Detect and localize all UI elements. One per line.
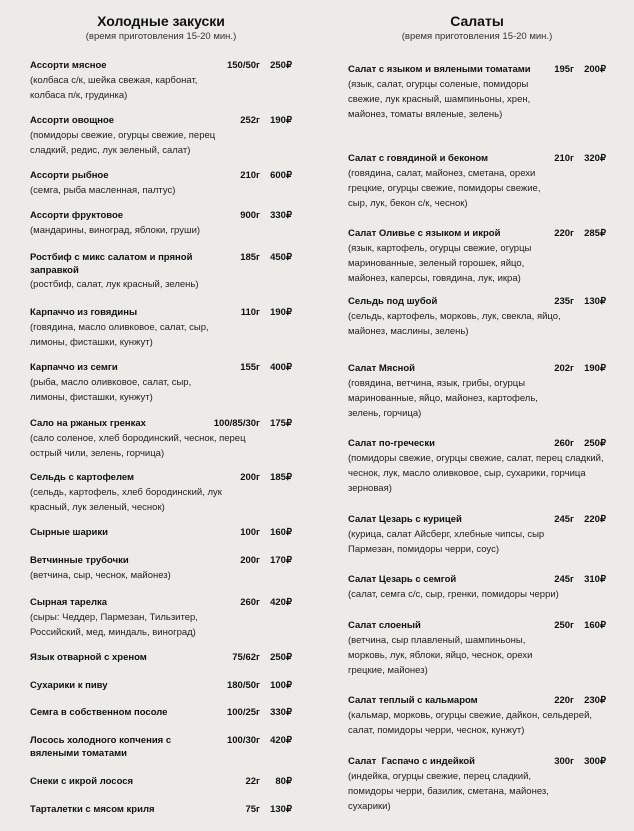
menu-item [348, 695, 606, 738]
item-description: (индейка, огурцы свежие, перец сладкий, помидоры черри, базилик, сметана, майонез, сухарики) [348, 770, 549, 812]
item-name: Семга в собственном посоле [30, 707, 168, 718]
item-description: (говядина, салат, майонез, сметана, орехи грецкие, огурцы свежие, помидоры свежие, сыр, лук, бекон с/к, чеснок) [348, 167, 541, 209]
item-weight: 100/30г [226, 735, 260, 746]
item-price: 330₽ [270, 707, 292, 718]
section-subtitle-cold-appetizers: (время приготовления 15-20 мин.) [85, 31, 237, 42]
item-name: Тарталетки с мясом криля [30, 804, 155, 815]
item-weight: 210г [240, 170, 260, 181]
item-weight: 110г [240, 307, 260, 318]
item-weight: 220г [554, 695, 574, 706]
item-weight: 900г [240, 210, 260, 221]
menu-item [30, 555, 292, 583]
item-name: Ассорти овощное [30, 115, 115, 126]
item-name: Ростбиф с микс салатом и пряной заправкой [30, 252, 193, 276]
item-price: 160₽ [584, 620, 606, 631]
item-weight: 260г [240, 597, 260, 608]
menu-item [30, 652, 292, 665]
item-name: Сырная тарелка [30, 597, 108, 608]
item-weight: 245г [554, 574, 574, 585]
item-description: (ветчина, сыр плавленый, шампиньоны, морковь, лук, яблоки, яйцо, чеснок, орехи грецкие, майонез) [348, 634, 533, 676]
item-price: 420₽ [270, 597, 292, 608]
menu-item [30, 60, 292, 103]
item-weight: 200г [240, 555, 260, 566]
menu-item [30, 472, 292, 515]
item-price: 190₽ [270, 307, 292, 318]
item-description: (мандарины, виноград, яблоки, груши) [30, 224, 201, 236]
item-description: (язык, картофель, огурцы свежие, огурцы маринованные, зеленый горошек, яйцо, майонез, каперсы, говядина, лук, икра) [348, 242, 532, 284]
item-weight: 185г [240, 252, 260, 263]
item-weight: 100г [240, 527, 260, 538]
item-name: Ассорти рыбное [30, 170, 109, 181]
item-name: Сало на ржаных гренках [30, 418, 146, 429]
menu-item [30, 418, 292, 461]
item-price: 200₽ [584, 64, 606, 75]
menu-item [348, 363, 606, 421]
item-weight: 180/50г [226, 680, 260, 691]
menu-item [348, 64, 606, 122]
item-name: Сельдь под шубой [348, 296, 438, 307]
menu-item [30, 527, 292, 540]
menu-item [348, 438, 606, 496]
item-price: 230₽ [584, 695, 606, 706]
menu-item [30, 707, 292, 720]
item-name: Карпаччо из говядины [30, 307, 138, 318]
item-name: Ассорти фруктовое [30, 210, 124, 221]
menu-item [348, 296, 606, 339]
item-weight: 245г [554, 514, 574, 525]
item-price: 185₽ [270, 472, 292, 483]
item-weight: 75г [245, 804, 260, 815]
menu-item [30, 115, 292, 158]
item-description: (рыба, масло оливковое, салат, сыр, лимоны, фисташки, кунжут) [30, 376, 192, 403]
menu-item [30, 680, 292, 693]
item-description: (сало соленое, хлеб бородинский, чеснок, перец острый чили, зелень, горчица) [30, 432, 246, 459]
item-name: Салат Цезарь с курицей [348, 514, 462, 525]
item-price: 310₽ [584, 574, 606, 585]
item-weight: 210г [554, 153, 574, 164]
item-price: 320₽ [584, 153, 606, 164]
item-description: (ветчина, сыр, чеснок, майонез) [30, 569, 171, 581]
item-weight: 150/50г [226, 60, 260, 71]
menu-item [30, 307, 292, 350]
menu-item [348, 574, 606, 602]
menu-item [30, 362, 292, 405]
item-weight: 202г [554, 363, 574, 374]
item-name: Салат теплый с кальмаром [348, 695, 478, 706]
menu-item [30, 735, 292, 760]
item-weight: 22г [245, 776, 260, 787]
item-price: 250₽ [270, 60, 292, 71]
item-name: Салат по-гречески [348, 438, 435, 449]
item-price: 190₽ [584, 363, 606, 374]
menu-item [30, 597, 292, 640]
item-description: (помидоры свежие, огурцы свежие, салат, перец сладкий, чеснок, лук, масло оливковое, сыр, сухарики, горчица зерновая) [348, 452, 604, 494]
item-price: 400₽ [270, 362, 292, 373]
item-price: 600₽ [270, 170, 292, 181]
item-description: (семга, рыба масленная, палтус) [30, 184, 176, 196]
item-price: 450₽ [270, 252, 292, 263]
item-weight: 250г [554, 620, 574, 631]
section-title-cold-appetizers: Холодные закуски [97, 13, 225, 29]
item-weight: 252г [240, 115, 260, 126]
menu-item [348, 514, 606, 557]
item-price: 80₽ [275, 776, 292, 787]
item-name: Сельдь с картофелем [30, 472, 135, 483]
item-description: (колбаса с/к, шейка свежая, карбонат, колбаса п/к, грудинка) [30, 74, 198, 101]
item-description: (язык, салат, огурцы соленые, помидоры свежие, лук красный, шампиньоны, хрен, майонез, томаты вяленые, зелень) [348, 78, 531, 120]
item-name: Лосось холодного копчения с вялеными томатами [30, 735, 172, 759]
item-description: (помидоры свежие, огурцы свежие, перец сладкий, редис, лук зеленый, салат) [30, 129, 216, 156]
section-title-salads: Салаты [450, 13, 504, 29]
item-weight: 260г [554, 438, 574, 449]
item-price: 250₽ [270, 652, 292, 663]
menu-item [30, 804, 292, 817]
item-name: Ветчинные трубочки [30, 555, 129, 566]
item-weight: 220г [554, 228, 574, 239]
item-price: 170₽ [270, 555, 292, 566]
item-price: 160₽ [270, 527, 292, 538]
item-price: 420₽ [270, 735, 292, 746]
item-price: 130₽ [270, 804, 292, 815]
item-name: Салат с говядиной и беконом [348, 153, 489, 164]
item-name: Карпаччо из семги [30, 362, 118, 373]
item-name: Салат Цезарь с семгой [348, 574, 457, 585]
item-price: 130₽ [584, 296, 606, 307]
menu-item [30, 252, 292, 292]
item-weight: 300г [554, 756, 574, 767]
menu-item [30, 210, 292, 238]
item-name: Снеки с икрой лосося [30, 776, 134, 787]
item-description: (сыры: Чеддер, Пармезан, Тильзитер, Российский, мед, миндаль, виноград) [30, 611, 198, 638]
menu-item [30, 170, 292, 198]
item-name: Салат Оливье с языком и икрой [348, 228, 501, 239]
menu-item [30, 776, 292, 789]
item-description: (ростбиф, салат, лук красный, зелень) [30, 279, 199, 290]
item-weight: 100/85/30г [213, 418, 260, 429]
item-price: 190₽ [270, 115, 292, 126]
item-description: (кальмар, морковь, огурцы свежие, дайкон, сельдерей, салат, помидоры черри, чеснок, кунжут) [348, 709, 593, 736]
item-weight: 100/25г [226, 707, 260, 718]
menu-item [348, 756, 606, 814]
item-name: Ассорти мясное [30, 60, 107, 71]
item-description: (сельдь, картофель, хлеб бородинский, лук красный, лук зеленый, чеснок) [30, 486, 222, 513]
item-price: 285₽ [584, 228, 606, 239]
item-name: Салат Мясной [348, 363, 415, 374]
item-name: Язык отварной с хреном [30, 652, 147, 663]
menu-item [348, 620, 606, 678]
item-description: (салат, семга с/с, сыр, гренки, помидоры черри) [348, 588, 559, 600]
item-weight: 235г [554, 296, 574, 307]
item-price: 175₽ [270, 418, 292, 429]
menu-item [348, 153, 606, 211]
item-name: Салат слоеный [348, 620, 421, 631]
item-price: 100₽ [270, 680, 292, 691]
item-description: (говядина, ветчина, язык, грибы, огурцы маринованные, яйцо, майонез, картофель, зелень, горчица) [348, 377, 538, 419]
item-weight: 75/62г [232, 652, 260, 663]
item-price: 330₽ [270, 210, 292, 221]
section-subtitle-salads: (время приготовления 15-20 мин.) [401, 31, 553, 42]
item-description: (курица, салат Айсберг, хлебные чипсы, сыр Пармезан, помидоры черри, соус) [348, 528, 545, 555]
item-price: 300₽ [584, 756, 606, 767]
item-name: Сырные шарики [30, 527, 108, 538]
item-price: 250₽ [584, 438, 606, 449]
item-price: 220₽ [584, 514, 606, 525]
item-description: (сельдь, картофель, морковь, лук, свекла, яйцо, майонез, маслины, зелень) [348, 310, 561, 337]
item-description: (говядина, масло оливковое, салат, сыр, лимоны, фисташки, кунжут) [30, 321, 209, 348]
item-name: Салат Гаспачо с индейкой [348, 756, 476, 767]
item-weight: 195г [554, 64, 574, 75]
item-weight: 200г [240, 472, 260, 483]
item-name: Салат с языком и вялеными томатами [348, 64, 531, 75]
item-weight: 155г [240, 362, 260, 373]
menu-item [348, 228, 606, 286]
item-name: Сухарики к пиву [30, 680, 108, 691]
